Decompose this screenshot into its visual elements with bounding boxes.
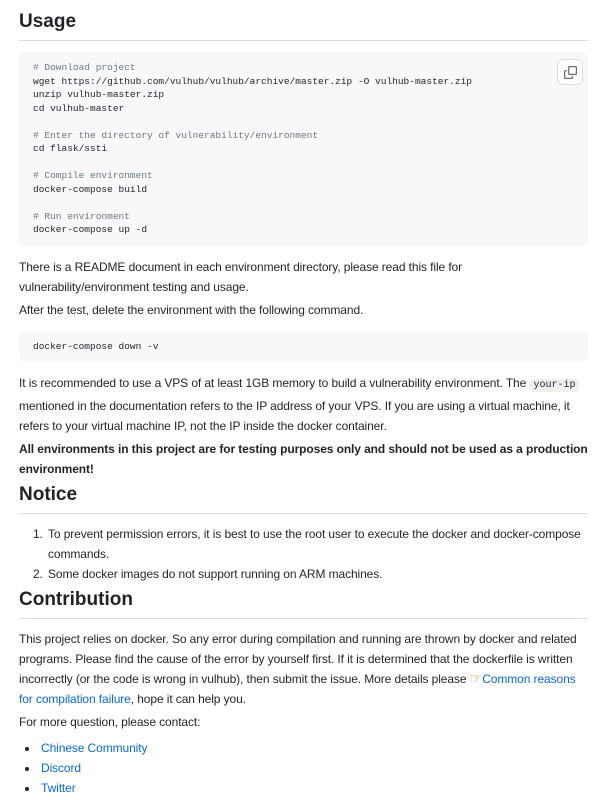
copy-icon	[564, 66, 577, 79]
twitter-link[interactable]: Twitter	[41, 781, 76, 795]
code-line: docker-compose build	[33, 183, 148, 195]
notice-list	[19, 524, 588, 584]
pointing-right-icon: ☞	[469, 671, 483, 687]
paragraph-text: mentioned in the documentation refers to the IP address of your VPS. If you are using a virtual machine, it refers to your virtual machine IP, not the IP inside the docker container.	[19, 399, 570, 433]
contribution-heading: Contribution	[19, 588, 588, 619]
usage-paragraph-2: After the test, delete the environment with the following command.	[19, 302, 364, 317]
readme-body	[19, 10, 588, 798]
usage-heading: Usage	[19, 10, 588, 41]
code-line: docker-compose up -d	[33, 224, 148, 235]
contribution-paragraph	[19, 629, 588, 709]
copy-button[interactable]	[557, 59, 583, 85]
paragraph-text: , hope it can help you.	[130, 692, 246, 706]
notice-item: 1. To prevent permission errors, it is best to use the root user to execute the docker and docker-compose commands.	[46, 524, 588, 564]
usage-code-block-wrapper	[19, 52, 588, 246]
discord-link[interactable]: Discord	[41, 761, 81, 775]
paragraph-text: This project relies on docker. So any error during compilation and running are thrown by docker and related programs. Please find the cause of the error by yourself first. If it is determined that the dockerfile is written incorrectly (or the code is wrong in vulhub), then submit the issue. More details please	[19, 632, 577, 686]
list-item	[39, 758, 588, 778]
usage-paragraph-1: There is a README document in each environment directory, please read this file for vulnerability/environment testing and usage.	[19, 259, 463, 294]
code-line: # Enter the directory of vulnerability/environment	[33, 129, 319, 141]
code-line: docker-compose down -v	[33, 340, 159, 352]
code-line	[33, 196, 574, 210]
down-code-block	[19, 331, 588, 363]
usage-code-block	[19, 52, 588, 246]
code-line	[33, 115, 574, 129]
usage-warning-paragraph: All environments in this project are for testing purposes only and should not be used as a production environment!	[19, 442, 588, 476]
code-line: # Compile environment	[33, 170, 153, 181]
contact-intro: For more question, please contact:	[19, 715, 201, 729]
compilation-failure-link[interactable]: Common reasons for compilation failure	[19, 672, 576, 706]
code-line: cd flask/ssti	[33, 143, 108, 154]
list-item	[39, 738, 588, 758]
list-item	[39, 778, 588, 798]
notice-item: 2. Some docker images do not support running on ARM machines.	[46, 564, 588, 584]
code-line	[33, 156, 574, 170]
down-code-block-wrapper	[19, 331, 588, 363]
code-line: wget https://github.com/vulhub/vulhub/archive/master.zip -O vulhub-master.zip	[33, 75, 472, 87]
code-line: cd vulhub-master	[33, 102, 125, 114]
contact-list	[19, 738, 588, 798]
usage-paragraph-3	[19, 373, 588, 436]
notice-heading: Notice	[19, 483, 588, 514]
code-line: # Download project	[33, 62, 136, 73]
chinese-community-link[interactable]: Chinese Community	[41, 741, 148, 755]
code-line: unzip vulhub-master.zip	[33, 89, 165, 100]
inline-code-your-ip: your-ip	[529, 379, 579, 392]
paragraph-text: It is recommended to use a VPS of at least 1GB memory to build a vulnerability environment. The	[19, 376, 530, 390]
code-line: # Run environment	[33, 210, 130, 222]
